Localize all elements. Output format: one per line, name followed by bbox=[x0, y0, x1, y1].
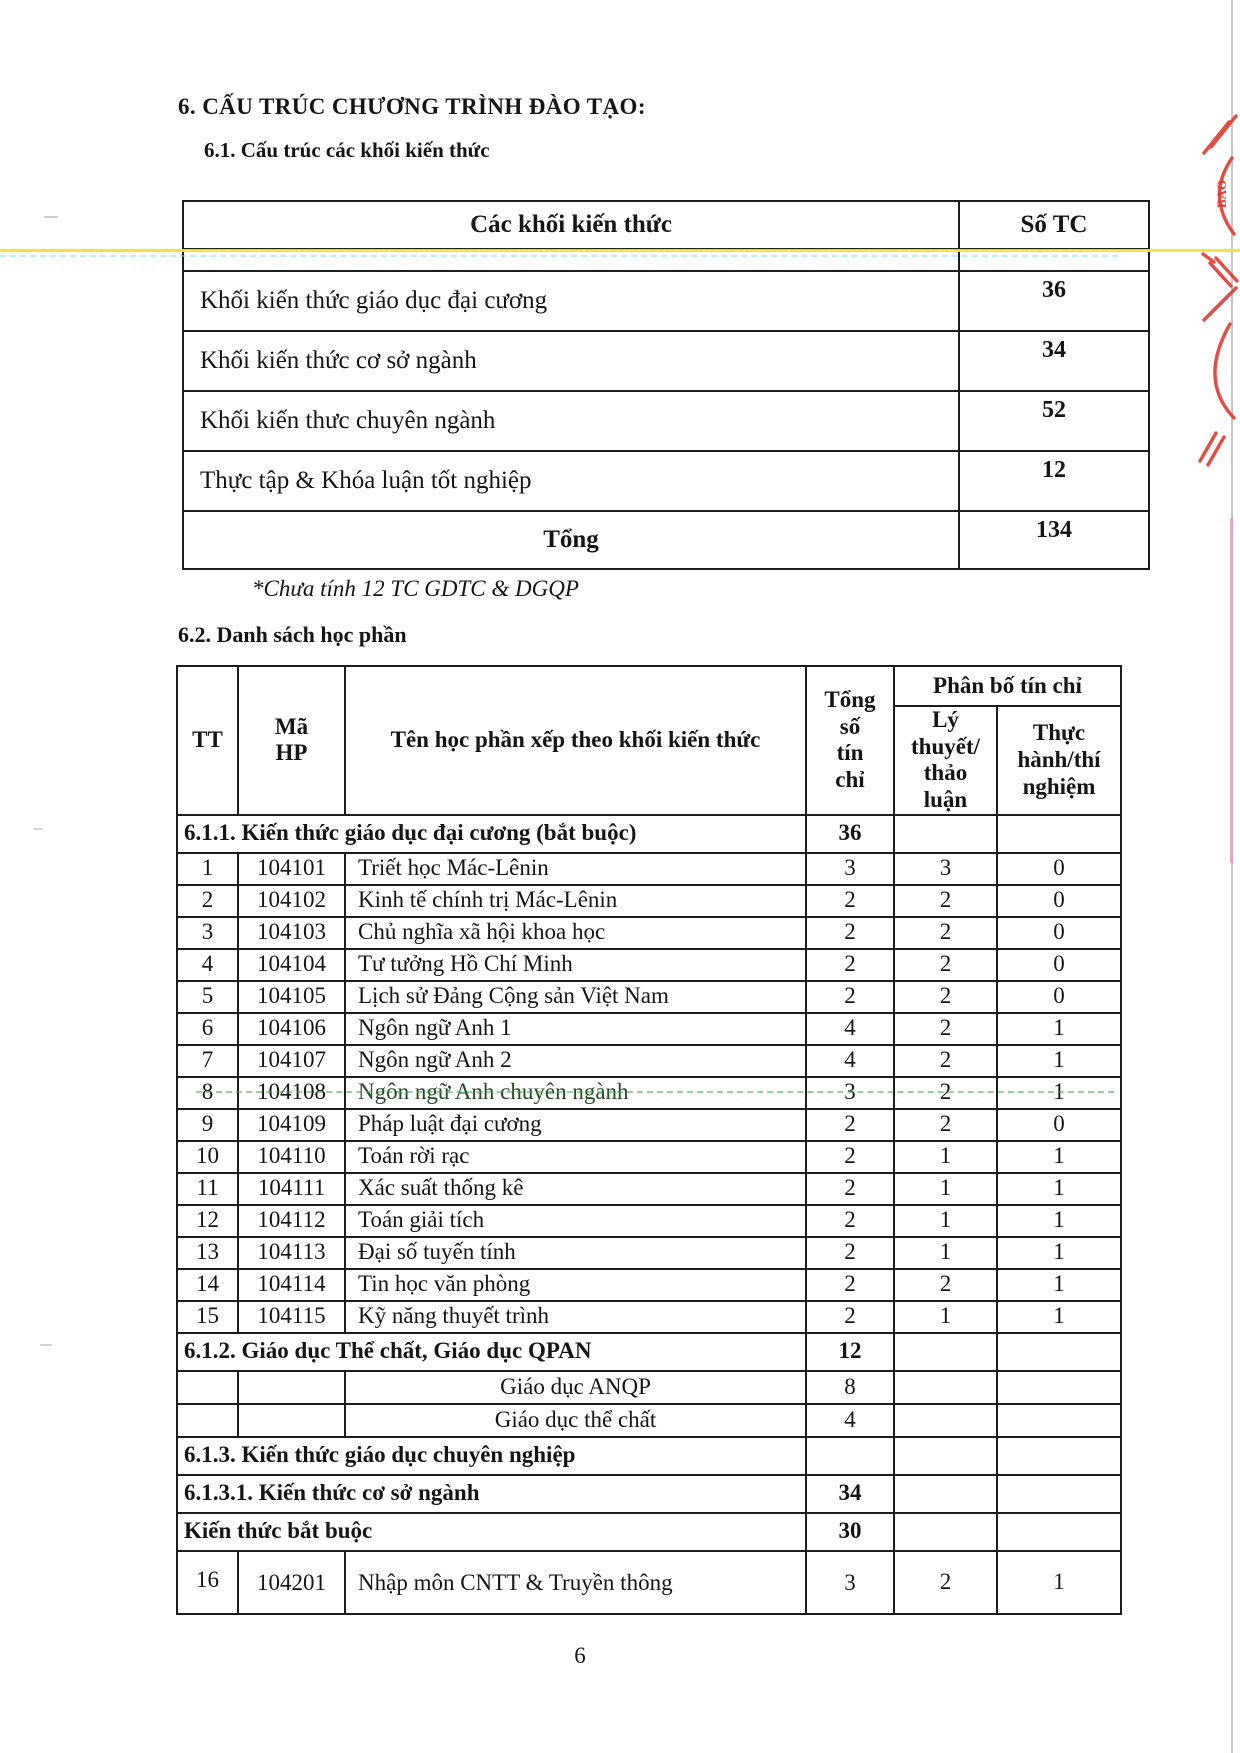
course-row bbox=[177, 1404, 1121, 1437]
cell-theory: 2 bbox=[894, 1109, 997, 1141]
cell-name: Nhập môn CNTT & Truyền thông bbox=[345, 1551, 806, 1614]
block-credits: 34 bbox=[959, 331, 1149, 391]
list-heading: 6.2. Danh sách học phần bbox=[178, 622, 407, 647]
cell-theory: 1 bbox=[894, 1173, 997, 1205]
cell-code: 104108 bbox=[238, 1077, 345, 1109]
subsection-heading: 6.1. Cấu trúc các khối kiến thức bbox=[204, 138, 490, 162]
cell-name: Tư tưởng Hồ Chí Minh bbox=[345, 949, 806, 981]
cell-tt bbox=[177, 1404, 238, 1437]
cell-theory: 2 bbox=[894, 1013, 997, 1045]
block-label: Thực tập & Khóa luận tốt nghiệp bbox=[183, 451, 959, 511]
cell-total: 8 bbox=[806, 1371, 894, 1404]
pink-edge-line bbox=[1230, 518, 1233, 863]
stamp-stroke bbox=[1203, 254, 1214, 262]
col-header-total: Tổng số tín chỉ bbox=[806, 666, 894, 815]
section-row bbox=[177, 815, 1121, 853]
section-row bbox=[177, 1475, 1121, 1513]
cell-name: Lịch sử Đảng Cộng sản Việt Nam bbox=[345, 981, 806, 1013]
course-row bbox=[177, 1109, 1121, 1141]
cell-tt: 10 bbox=[177, 1141, 238, 1173]
cell-practice: 1 bbox=[997, 1237, 1121, 1269]
cell-practice bbox=[997, 815, 1121, 853]
cell-code: 104112 bbox=[238, 1205, 345, 1237]
cell-total: 12 bbox=[806, 1333, 894, 1371]
green-dashed-line bbox=[196, 1091, 1114, 1093]
cell-total: 2 bbox=[806, 1173, 894, 1205]
cell-theory: 2 bbox=[894, 1077, 997, 1109]
cell-theory: 1 bbox=[894, 1301, 997, 1333]
cell-practice: 1 bbox=[997, 1013, 1121, 1045]
col-header-distribution: Phân bố tín chỉ bbox=[894, 666, 1121, 706]
col-header-code: Mã HP bbox=[238, 666, 345, 815]
cell-theory bbox=[894, 1437, 997, 1475]
cell-theory: 2 bbox=[894, 885, 997, 917]
course-row bbox=[177, 1013, 1121, 1045]
cell-practice: 0 bbox=[997, 917, 1121, 949]
cell-practice: 0 bbox=[997, 1109, 1121, 1141]
cell-tt: 5 bbox=[177, 981, 238, 1013]
block-credits: 36 bbox=[959, 271, 1149, 331]
block-label: Khối kiến thưc chuyên ngành bbox=[183, 391, 959, 451]
spacer-row bbox=[183, 249, 1149, 271]
empty-cell bbox=[183, 249, 959, 271]
cell-total: 2 bbox=[806, 1269, 894, 1301]
cell-total: 34 bbox=[806, 1475, 894, 1513]
cell-total: 4 bbox=[806, 1045, 894, 1077]
course-row bbox=[177, 1045, 1121, 1077]
course-row bbox=[177, 885, 1121, 917]
cell-practice bbox=[997, 1475, 1121, 1513]
cell-theory bbox=[894, 1371, 997, 1404]
cell-practice bbox=[997, 1404, 1121, 1437]
cell-tt: 15 bbox=[177, 1301, 238, 1333]
table-row bbox=[183, 391, 1149, 451]
cell-theory: 1 bbox=[894, 1141, 997, 1173]
table-header-row bbox=[183, 201, 1149, 249]
block-label: Khối kiến thức cơ sở ngành bbox=[183, 331, 959, 391]
table-row bbox=[183, 451, 1149, 511]
course-row bbox=[177, 1269, 1121, 1301]
cell-code: 104113 bbox=[238, 1237, 345, 1269]
pencil-mark bbox=[44, 216, 58, 218]
cell-name: Triết học Mác-Lênin bbox=[345, 853, 806, 885]
cell-theory: 2 bbox=[894, 1269, 997, 1301]
empty-cell bbox=[959, 249, 1149, 271]
block-credits: 12 bbox=[959, 451, 1149, 511]
block-label: Khối kiến thức giáo dục đại cương bbox=[183, 271, 959, 331]
cell-name: Ngôn ngữ Anh 2 bbox=[345, 1045, 806, 1077]
cell-code: 104102 bbox=[238, 885, 345, 917]
course-row bbox=[177, 1237, 1121, 1269]
cell-total: 36 bbox=[806, 815, 894, 853]
cell-name: Ngôn ngữ Anh 1 bbox=[345, 1013, 806, 1045]
pencil-mark bbox=[33, 828, 43, 830]
cell-practice: 1 bbox=[997, 1269, 1121, 1301]
cell-tt: 9 bbox=[177, 1109, 238, 1141]
cell-name: Đại số tuyến tính bbox=[345, 1237, 806, 1269]
cell-tt: 6 bbox=[177, 1013, 238, 1045]
section-row bbox=[177, 1513, 1121, 1551]
cell-code: 104114 bbox=[238, 1269, 345, 1301]
course-row bbox=[177, 853, 1121, 885]
cell-name: Xác suất thống kê bbox=[345, 1173, 806, 1205]
table-row bbox=[183, 271, 1149, 331]
course-row bbox=[177, 1141, 1121, 1173]
cell-total: 2 bbox=[806, 1141, 894, 1173]
cell-tt bbox=[177, 1371, 238, 1404]
red-stamp-marks bbox=[1150, 80, 1240, 500]
course-row bbox=[177, 1551, 1121, 1614]
course-row bbox=[177, 1173, 1121, 1205]
cell-total: 2 bbox=[806, 1237, 894, 1269]
cell-total: 2 bbox=[806, 949, 894, 981]
cell-total: 2 bbox=[806, 885, 894, 917]
cell-code bbox=[238, 1371, 345, 1404]
cell-practice bbox=[997, 1333, 1121, 1371]
cell-code: 104107 bbox=[238, 1045, 345, 1077]
cell-practice: 1 bbox=[997, 1205, 1121, 1237]
stamp-arc bbox=[1215, 324, 1234, 418]
stamp-stroke bbox=[1204, 294, 1230, 320]
section-row bbox=[177, 1333, 1121, 1371]
cell-code: 104201 bbox=[238, 1551, 345, 1614]
table-header-row bbox=[177, 666, 1121, 706]
table-row bbox=[183, 331, 1149, 391]
cell-total: 2 bbox=[806, 1109, 894, 1141]
cell-theory bbox=[894, 1404, 997, 1437]
cell-tt: 13 bbox=[177, 1237, 238, 1269]
col-header-practice: Thực hành/thí nghiệm bbox=[997, 706, 1121, 815]
stamp-text: BAO bbox=[1214, 179, 1229, 208]
page-number: 6 bbox=[574, 1643, 586, 1668]
cell-code: 104104 bbox=[238, 949, 345, 981]
cell-total: 2 bbox=[806, 981, 894, 1013]
cell-tt: 14 bbox=[177, 1269, 238, 1301]
cell-tt: 2 bbox=[177, 885, 238, 917]
cell-name: Ngôn ngữ Anh chuyên ngành bbox=[345, 1077, 806, 1109]
cell-name: Kinh tế chính trị Mác-Lênin bbox=[345, 885, 806, 917]
cell-tt: 1 bbox=[177, 853, 238, 885]
cell-practice: 1 bbox=[997, 1301, 1121, 1333]
cell-tt: 7 bbox=[177, 1045, 238, 1077]
course-row bbox=[177, 917, 1121, 949]
cyan-dashed-line bbox=[0, 255, 1118, 257]
cell-tt: 11 bbox=[177, 1173, 238, 1205]
summary-header-value: Số TC bbox=[959, 201, 1149, 249]
cell-name: Toán rời rạc bbox=[345, 1141, 806, 1173]
cell-total: 3 bbox=[806, 853, 894, 885]
col-header-theory: Lý thuyết/ thảo luận bbox=[894, 706, 997, 815]
course-table bbox=[176, 665, 1122, 1615]
cell-theory: 2 bbox=[894, 1551, 997, 1614]
cell-theory: 2 bbox=[894, 981, 997, 1013]
total-row bbox=[183, 511, 1149, 569]
summary-header-label: Các khối kiến thức bbox=[183, 201, 959, 249]
cell-practice: 1 bbox=[997, 1077, 1121, 1109]
stamp-stroke bbox=[1216, 258, 1237, 281]
cell-practice: 0 bbox=[997, 853, 1121, 885]
cell-code: 104101 bbox=[238, 853, 345, 885]
cell-code: 104109 bbox=[238, 1109, 345, 1141]
cell-theory bbox=[894, 1513, 997, 1551]
cell-name: Toán giải tích bbox=[345, 1205, 806, 1237]
section-title: 6.1.3. Kiến thức giáo dục chuyên nghiệp bbox=[177, 1437, 806, 1475]
total-label: Tổng bbox=[183, 511, 959, 569]
cell-name: Giáo dục ANQP bbox=[345, 1371, 806, 1404]
stamp-stroke bbox=[1204, 122, 1229, 153]
section-title: 6.1.2. Giáo dục Thể chất, Giáo dục QPAN bbox=[177, 1333, 806, 1371]
cell-total: 2 bbox=[806, 917, 894, 949]
cell-tt: 3 bbox=[177, 917, 238, 949]
cell-theory bbox=[894, 1475, 997, 1513]
cell-tt: 12 bbox=[177, 1205, 238, 1237]
pencil-mark bbox=[40, 1344, 52, 1346]
col-header-tt: TT bbox=[177, 666, 238, 815]
cell-total: 3 bbox=[806, 1551, 894, 1614]
cell-theory: 2 bbox=[894, 1045, 997, 1077]
cell-theory: 3 bbox=[894, 853, 997, 885]
cell-practice: 0 bbox=[997, 885, 1121, 917]
cell-total: 3 bbox=[806, 1077, 894, 1109]
section-title: 6.1.3.1. Kiến thức cơ sở ngành bbox=[177, 1475, 806, 1513]
section-row bbox=[177, 1437, 1121, 1475]
cell-theory bbox=[894, 815, 997, 853]
cell-theory: 1 bbox=[894, 1205, 997, 1237]
cell-total: 2 bbox=[806, 1205, 894, 1237]
course-row bbox=[177, 1371, 1121, 1404]
cell-code: 104111 bbox=[238, 1173, 345, 1205]
cell-code: 104110 bbox=[238, 1141, 345, 1173]
cell-code: 104105 bbox=[238, 981, 345, 1013]
cell-theory: 2 bbox=[894, 917, 997, 949]
section-title: 6.1.1. Kiến thức giáo dục đại cương (bắt buộc) bbox=[177, 815, 806, 853]
cell-practice: 1 bbox=[997, 1045, 1121, 1077]
cell-practice: 1 bbox=[997, 1141, 1121, 1173]
section-title: Kiến thức bắt buộc bbox=[177, 1513, 806, 1551]
cell-practice bbox=[997, 1371, 1121, 1404]
section-heading: 6. CẤU TRÚC CHƯƠNG TRÌNH ĐÀO TẠO: bbox=[178, 94, 646, 119]
course-row bbox=[177, 1301, 1121, 1333]
cell-name: Pháp luật đại cương bbox=[345, 1109, 806, 1141]
cell-total bbox=[806, 1437, 894, 1475]
cell-name: Kỹ năng thuyết trình bbox=[345, 1301, 806, 1333]
cell-code: 104103 bbox=[238, 917, 345, 949]
cell-total: 2 bbox=[806, 1301, 894, 1333]
cell-theory: 1 bbox=[894, 1237, 997, 1269]
course-row bbox=[177, 949, 1121, 981]
col-header-name: Tên học phần xếp theo khối kiến thức bbox=[345, 666, 806, 815]
cell-practice: 0 bbox=[997, 949, 1121, 981]
cell-total: 4 bbox=[806, 1404, 894, 1437]
cell-name: Chủ nghĩa xã hội khoa học bbox=[345, 917, 806, 949]
stamp-stroke bbox=[1210, 263, 1231, 286]
cell-tt: 4 bbox=[177, 949, 238, 981]
cell-code bbox=[238, 1404, 345, 1437]
cell-theory: 2 bbox=[894, 949, 997, 981]
cell-total: 30 bbox=[806, 1513, 894, 1551]
course-row bbox=[177, 1205, 1121, 1237]
cell-code: 104115 bbox=[238, 1301, 345, 1333]
block-credits: 52 bbox=[959, 391, 1149, 451]
cell-code: 104106 bbox=[238, 1013, 345, 1045]
cell-name: Tin học văn phòng bbox=[345, 1269, 806, 1301]
cell-practice: 0 bbox=[997, 981, 1121, 1013]
cell-practice bbox=[997, 1437, 1121, 1475]
footnote: *Chưa tính 12 TC GDTC & DGQP bbox=[252, 576, 579, 601]
highlighter-line bbox=[0, 249, 1240, 252]
cell-theory bbox=[894, 1333, 997, 1371]
cell-practice: 1 bbox=[997, 1551, 1121, 1614]
total-credits: 134 bbox=[959, 511, 1149, 569]
course-row bbox=[177, 981, 1121, 1013]
cell-name: Giáo dục thể chất bbox=[345, 1404, 806, 1437]
cell-tt: 8 bbox=[177, 1077, 238, 1109]
cell-practice bbox=[997, 1513, 1121, 1551]
cell-practice: 1 bbox=[997, 1173, 1121, 1205]
cell-total: 4 bbox=[806, 1013, 894, 1045]
cell-tt: 16 bbox=[177, 1551, 238, 1614]
